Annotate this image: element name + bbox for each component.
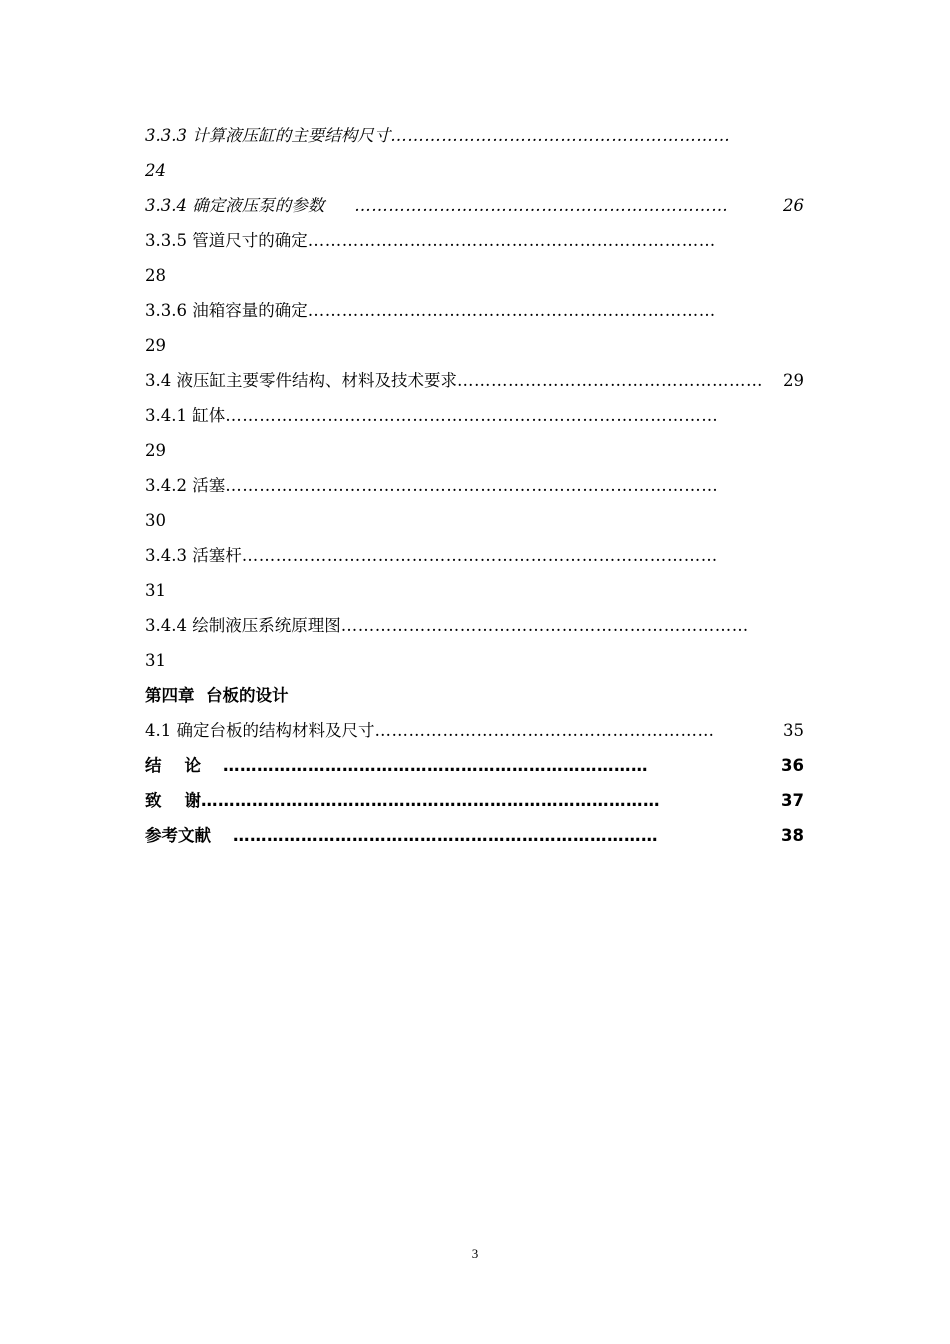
table-of-contents [145, 118, 810, 853]
toc-entry-title: 3.3.6 油箱容量的确定 [145, 301, 308, 320]
toc-entry-3-4-2[interactable] [145, 468, 810, 503]
toc-entry-3-3-5[interactable] [145, 223, 810, 258]
toc-entry-4-1[interactable] [145, 713, 810, 748]
toc-entry-page: 29 [783, 371, 804, 390]
toc-entry-page-wrapped: 29 [145, 441, 166, 460]
toc-entry-page-wrapped: 31 [145, 651, 166, 670]
toc-entry-title: 4.1 确定台板的结构材料及尺寸 [145, 721, 375, 740]
toc-entry-title: 结 论 [145, 756, 201, 775]
toc-entry-page: 37 [781, 791, 804, 810]
toc-leader: …………………………………………………………………………… [225, 406, 719, 425]
toc-entry-page-wrapped: 30 [145, 511, 166, 530]
toc-entry-page-wrapped: 24 [145, 161, 166, 180]
toc-entry-3-4[interactable] [145, 363, 810, 398]
toc-entry-conclusion[interactable] [145, 748, 810, 783]
toc-entry-title: 3.3.3 计算液压缸的主要结构尺寸 [145, 126, 391, 145]
toc-entry-title: 3.4.2 活塞 [145, 476, 226, 495]
toc-entry-page-wrapped: 28 [145, 266, 166, 285]
toc-leader: ……………………………………………………………… [340, 616, 749, 635]
toc-entry-title: 3.4 液压缸主要零件结构、材料及技术要求 [145, 371, 457, 390]
toc-leader: ………………………………………………………………………… [241, 546, 718, 565]
toc-entry-page-wrapped: 29 [145, 336, 166, 355]
toc-entry-page: 38 [781, 826, 804, 845]
toc-leader: ………………………………………………………………… [222, 756, 648, 775]
toc-entry-title: 3.4.3 活塞杆 [145, 546, 242, 565]
toc-entry-3-3-3[interactable] [145, 118, 810, 153]
toc-entry-title: 3.3.4 确定液压泵的参数 [145, 196, 325, 215]
toc-leader: …………………………………………………… [374, 721, 715, 740]
toc-leader: …………………………………………………………………………… [225, 476, 719, 495]
toc-entry-title: 3.3.5 管道尺寸的确定 [145, 231, 308, 250]
toc-entry-title: 3.4.4 绘制液压系统原理图 [145, 616, 341, 635]
toc-entry-3-3-4[interactable] [145, 188, 810, 223]
toc-entry-title: 致 谢 [145, 791, 201, 810]
toc-entry-3-4-4[interactable] [145, 608, 810, 643]
toc-entry-title: 3.4.1 缸体 [145, 406, 226, 425]
toc-leader: ……………………………………………………………… [307, 231, 716, 250]
toc-entry-page-wrapped: 31 [145, 581, 166, 600]
toc-entry-page: 26 [783, 196, 804, 215]
page-number: 3 [471, 1246, 479, 1261]
toc-entry-title: 参考文献 [145, 826, 211, 845]
toc-entry-page: 35 [783, 721, 804, 740]
toc-entry-3-4-1[interactable] [145, 398, 810, 433]
toc-leader: …………………………………………………… [390, 126, 731, 145]
toc-leader: ……………………………………………………………………… [200, 791, 660, 810]
toc-leader: ………………………………………………………………… [233, 826, 658, 845]
toc-entry-acknowledgements[interactable] [145, 783, 810, 818]
toc-chapter-heading[interactable]: 第四章 台板的设计 [145, 686, 289, 705]
toc-entry-references[interactable] [145, 818, 810, 853]
toc-entry-3-3-6[interactable] [145, 293, 810, 328]
toc-leader: ……………………………………………………………… [307, 301, 716, 320]
toc-leader: ……………………………………………… [457, 371, 763, 390]
toc-leader: ………………………………………………………… [354, 196, 729, 215]
toc-entry-3-4-3[interactable] [145, 538, 810, 573]
toc-entry-page: 36 [781, 756, 804, 775]
